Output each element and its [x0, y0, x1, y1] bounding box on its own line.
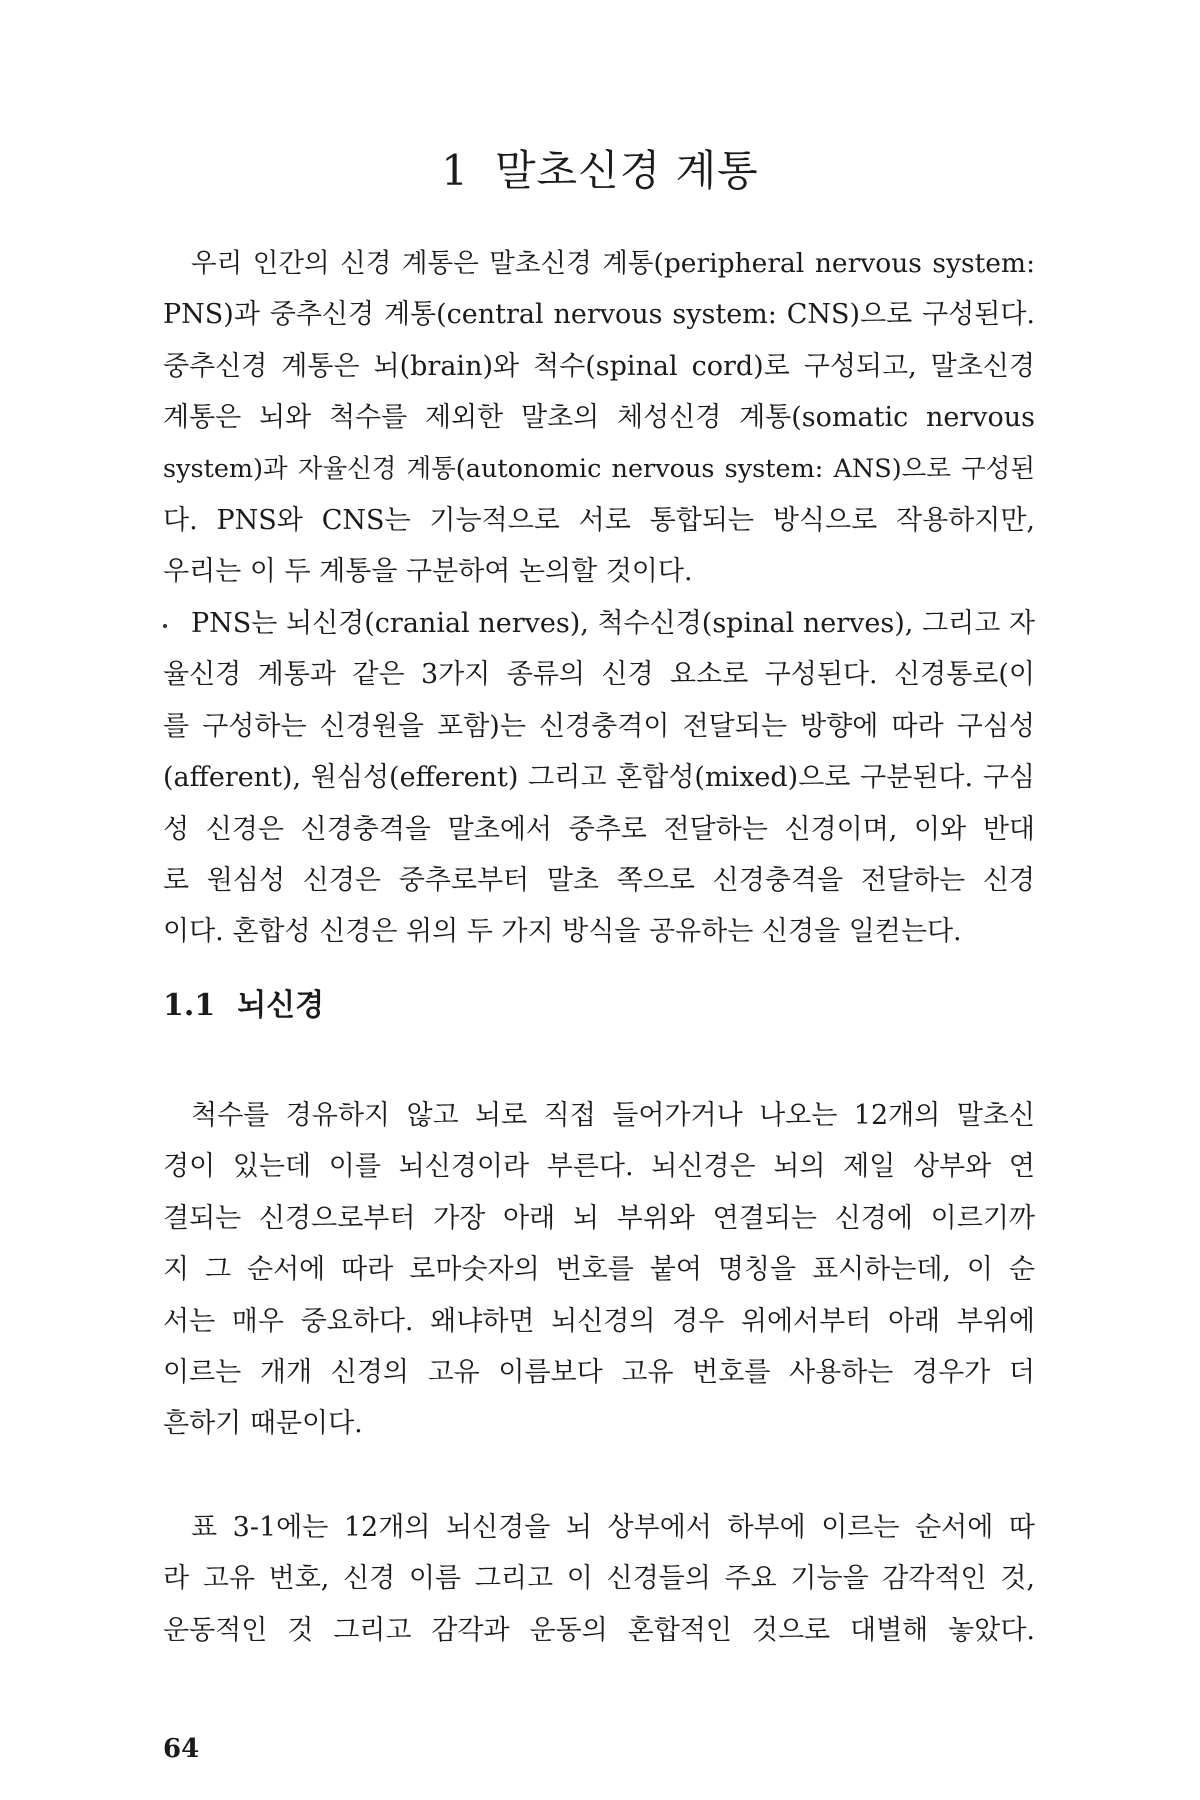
- text-line: 이르는 개개 신경의 고유 이름보다 고유 번호를 사용하는 경우가 더: [163, 1357, 1035, 1389]
- text-line: (afferent), 원심성(efferent) 그리고 혼합성(mixed)으로 구분된다. 구심: [163, 762, 1035, 794]
- text-line: 흔하기 때문이다.: [163, 1408, 363, 1440]
- chapter-title: [0, 138, 1200, 198]
- page-number: 64: [163, 1734, 200, 1764]
- text-line: 결되는 신경으로부터 가장 아래 뇌 부위와 연결되는 신경에 이르기까: [163, 1202, 1035, 1234]
- text-line: 라 고유 번호, 신경 이름 그리고 이 신경들의 주요 기능을 감각적인 것,: [163, 1563, 1035, 1595]
- text-line: 우리 인간의 신경 계통은 말초신경 계통(peripheral nervous system:: [191, 248, 1035, 279]
- text-line: 계통은 뇌와 척수를 제외한 말초의 체성신경 계통(somatic nervous: [163, 402, 1035, 434]
- text-line: 서는 매우 중요하다. 왜냐하면 뇌신경의 경우 위에서부터 아래 부위에: [163, 1305, 1035, 1337]
- text-line: PNS)과 중추신경 계통(central nervous system: CNS)으로 구성된다.: [163, 299, 1035, 331]
- text-line: 중추신경 계통은 뇌(brain)와 척수(spinal cord)로 구성되고, 말초신경: [163, 350, 1035, 382]
- text-line: 우리는 이 두 계통을 구분하여 논의할 것이다.: [163, 556, 693, 588]
- text-line: 다. PNS와 CNS는 기능적으로 서로 통합되는 방식으로 작용하지만,: [163, 505, 1035, 537]
- section-title: [163, 980, 324, 1024]
- text-line: PNS는 뇌신경(cranial nerves), 척수신경(spinal nerves), 그리고 자: [191, 608, 1035, 639]
- section-number: 1.1: [163, 988, 216, 1023]
- chapter-number: 1: [441, 146, 469, 195]
- text-line: 경이 있는데 이를 뇌신경이라 부른다. 뇌신경은 뇌의 제일 상부와 연: [163, 1151, 1035, 1183]
- text-line: 운동적인 것 그리고 감각과 운동의 혼합적인 것으로 대별해 놓았다.: [163, 1614, 1035, 1646]
- section-title-text: 뇌신경: [237, 988, 325, 1023]
- text-line: 표 3-1에는 12개의 뇌신경을 뇌 상부에서 하부에 이르는 순서에 따: [191, 1512, 1035, 1543]
- text-line: 를 구성하는 신경원을 포함)는 신경충격이 전달되는 방향에 따라 구심성: [163, 710, 1035, 742]
- chapter-title-text: 말초신경 계통: [494, 146, 759, 195]
- text-line: 척수를 경유하지 않고 뇌로 직접 들어가거나 나오는 12개의 말초신: [191, 1100, 1035, 1131]
- text-line: 로 원심성 신경은 중추로부터 말초 쪽으로 신경충격을 전달하는 신경: [163, 865, 1035, 897]
- text-line: system)과 자율신경 계통(autonomic nervous system: ANS)으로 구성된: [163, 453, 1035, 484]
- paragraph-table-reference: [163, 1502, 1035, 1656]
- paragraph-intro: [163, 238, 1035, 598]
- paragraph-pns: [163, 598, 1035, 958]
- text-line: 성 신경은 신경충격을 말초에서 중추로 전달하는 신경이며, 이와 반대: [163, 813, 1035, 845]
- text-line: 이다. 혼합성 신경은 위의 두 가지 방식을 공유하는 신경을 일컫는다.: [163, 916, 962, 948]
- text-line: 지 그 순서에 따라 로마숫자의 번호를 붙여 명칭을 표시하는데, 이 순: [163, 1254, 1035, 1286]
- text-line: 율신경 계통과 같은 3가지 종류의 신경 요소로 구성된다. 신경통로(이: [163, 659, 1035, 691]
- paragraph-cranial-nerves: [163, 1090, 1035, 1450]
